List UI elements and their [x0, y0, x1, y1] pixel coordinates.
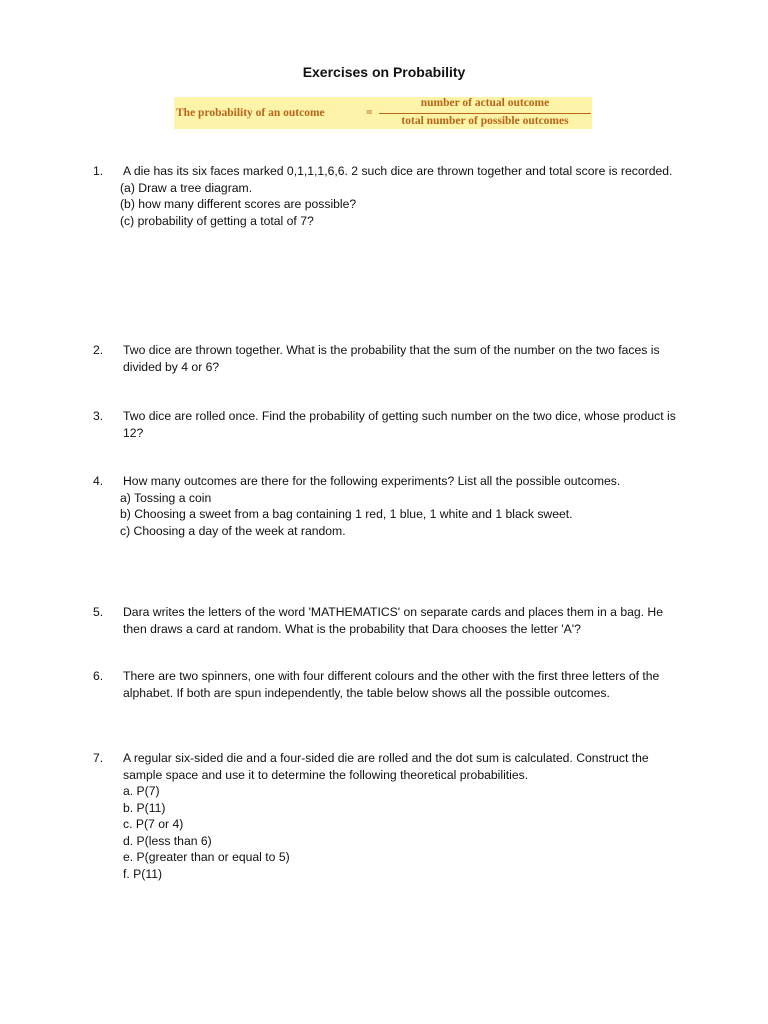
question-text: Two dice are rolled once. Find the probability of getting such number on the two dice, whose product is 12?	[123, 409, 676, 440]
question-body	[123, 408, 683, 441]
question-text: A regular six-sided die and a four-sided die are rolled and the dot sum is calculated. Construct the sample space and use it to determine the following theoretical probabilities.	[123, 751, 649, 782]
question-number: 3.	[93, 409, 104, 423]
sub-question: c) Choosing a day of the week at random.	[120, 523, 346, 538]
question-number: 1.	[93, 164, 104, 178]
formula-equals: =	[366, 107, 373, 119]
question-body	[123, 604, 683, 637]
question-number: 5.	[93, 605, 104, 619]
sub-question: (c) probability of getting a total of 7?	[120, 213, 314, 228]
sub-question: d. P(less than 6)	[123, 833, 212, 848]
question-body	[123, 668, 683, 701]
sub-question: a. P(7)	[123, 784, 160, 798]
question-number: 6.	[93, 669, 104, 683]
sub-question: (a) Draw a tree diagram.	[120, 180, 253, 195]
question-text: Dara writes the letters of the word 'MATHEMATICS' on separate cards and places them in a bag. He then draws a card at random. What is the probability that Dara chooses the letter 'A'?	[123, 605, 664, 636]
question-text: How many outcomes are there for the following experiments? List all the possible outcomes.	[123, 474, 621, 488]
question-body	[123, 342, 683, 375]
sub-question: (b) how many different scores are possible?	[120, 197, 357, 211]
question-number: 4.	[93, 474, 104, 488]
sub-question: b. P(11)	[123, 800, 166, 815]
formula-numerator: number of actual outcome	[420, 97, 550, 109]
formula-denominator: total number of possible outcomes	[401, 115, 569, 127]
question-text: A die has its six faces marked 0,1,1,1,6,6. 2 such dice are thrown together and total score is recorded.	[123, 164, 673, 178]
formula-fraction	[379, 97, 591, 129]
sub-question: b) Choosing a sweet from a bag containing 1 red, 1 blue, 1 white and 1 black sweet.	[120, 507, 573, 521]
page-title: Exercises on Probability	[302, 64, 466, 80]
question-text: There are two spinners, one with four different colours and the other with the first three letters of the alphabet. If both are spun independently, the table below shows all the possible outcomes.	[123, 669, 660, 700]
sub-question: a) Tossing a coin	[120, 490, 212, 505]
formula-lhs: The probability of an outcome	[176, 107, 325, 119]
question-body	[120, 473, 683, 539]
sub-question: c. P(7 or 4)	[123, 817, 184, 831]
sub-question: f. P(11)	[123, 866, 163, 881]
sub-question: e. P(greater than or equal to 5)	[123, 850, 290, 864]
question-text: Two dice are thrown together. What is the probability that the sum of the number on the two faces is divided by 4 or 6?	[123, 343, 660, 374]
question-number: 7.	[93, 751, 104, 765]
question-number: 2.	[93, 343, 104, 357]
question-body	[120, 163, 683, 229]
question-body	[123, 750, 683, 882]
fraction-bar	[379, 113, 591, 114]
